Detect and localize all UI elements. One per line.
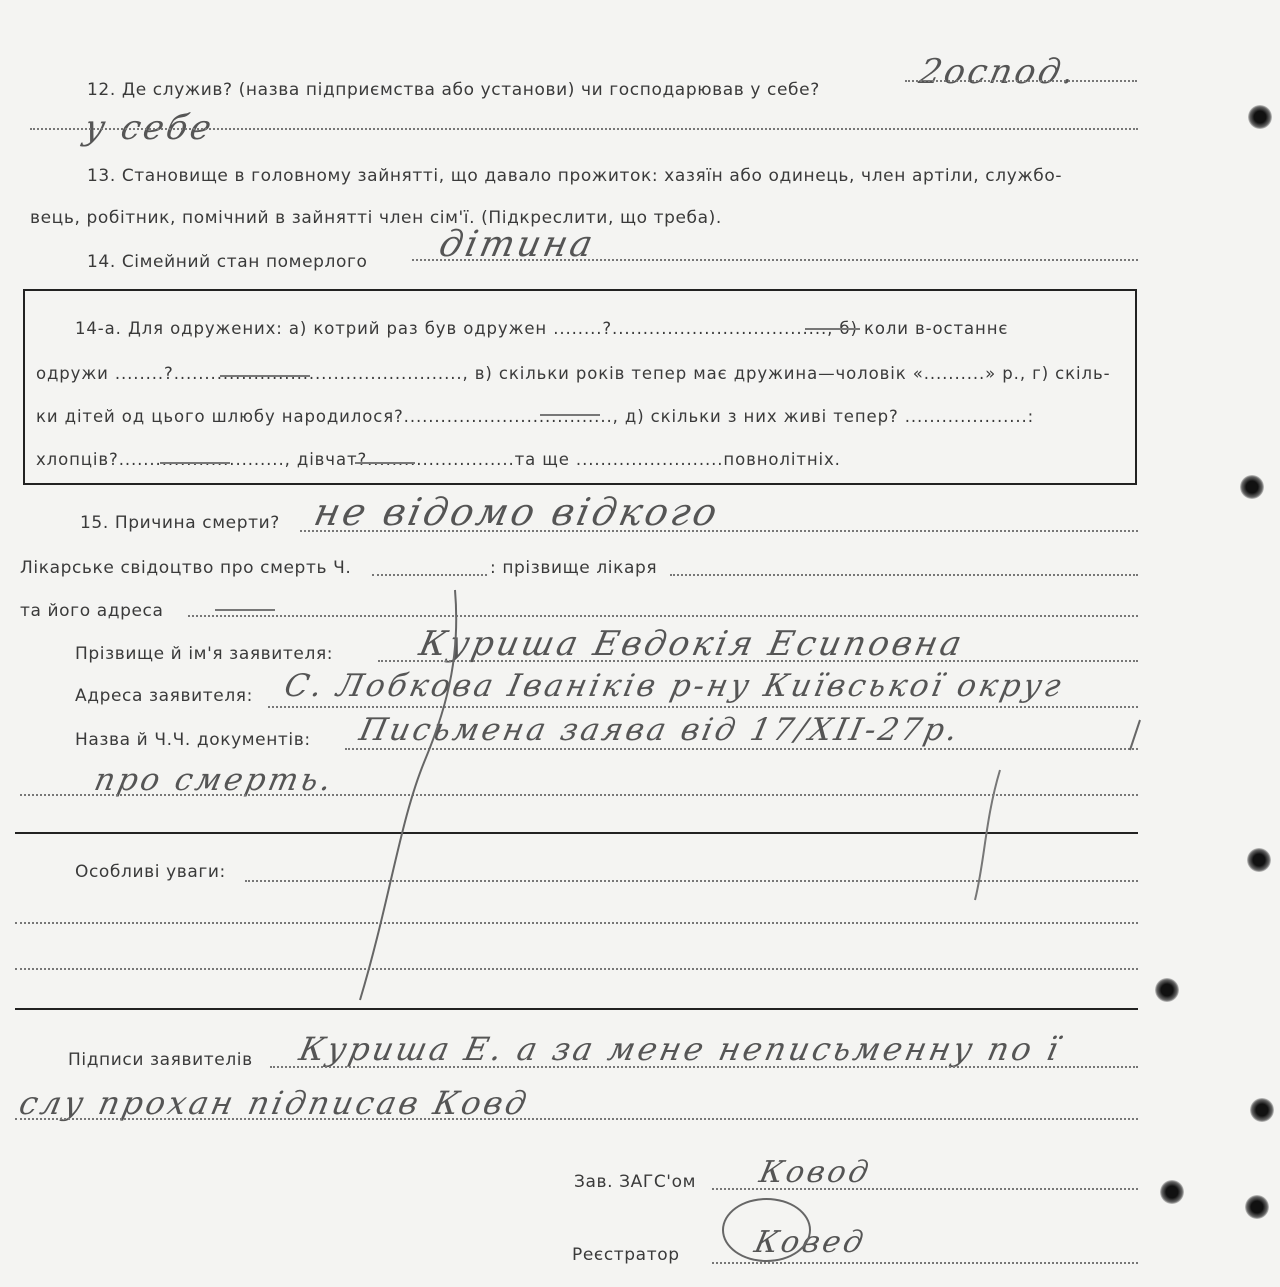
punch-hole: [1248, 105, 1272, 129]
q14a-line4: хлопців?..........................., дівчат?........................та ще ........................повнолітніх.: [36, 450, 841, 469]
applicant-address-label: Адреса заявителя:: [75, 686, 253, 706]
pen-stroke: [975, 770, 1000, 900]
applicant-name-value: Куриша Евдокія Есиповна: [415, 624, 968, 664]
signatures-value-line2: слу прохан підписав Ковд: [15, 1084, 533, 1122]
applicant-name-label: Прізвище й ім'я заявителя:: [75, 644, 334, 664]
pen-stroke: [360, 590, 456, 1000]
notes-label: Особливі уваги:: [75, 862, 226, 882]
punch-hole: [1155, 978, 1179, 1002]
zags-head-label: Зав. ЗАГС'ом: [574, 1172, 697, 1192]
registrar-signature: Ковед: [751, 1225, 870, 1260]
documents-value-continued: про смерть.: [91, 762, 338, 798]
punch-hole: [1247, 848, 1271, 872]
punch-hole: [1245, 1195, 1269, 1219]
signatures-value-line1: Куриша Е. а за мене неписьменну по ї: [295, 1030, 1065, 1068]
registrar-label: Реєстратор: [572, 1245, 680, 1265]
doctor-address-label: та його адреса: [20, 601, 164, 621]
q13-line2: вець, робітник, помічний в зайнятті член сім'ї. (Підкреслити, що треба).: [30, 208, 722, 228]
q12-answer-continued: у себе: [80, 108, 218, 148]
punch-hole: [1240, 475, 1264, 499]
q14a-line3: ки дітей од цього шлюбу народилося?.................................., д) скільки з них живі тепер? ....................:: [36, 407, 1035, 426]
pen-stroke: [1130, 720, 1140, 750]
documents-label: Назва й Ч.Ч. документів:: [75, 730, 311, 750]
q14-answer: дітина: [435, 224, 600, 265]
documents-value: Письмена заява від 17/XII-27р.: [356, 712, 964, 748]
q15-answer: не відомо відкого: [310, 490, 724, 534]
medical-certificate-label: Лікарське свідоцтво про смерть Ч.: [20, 558, 352, 578]
q14a-line1: 14-а. Для одружених: а) котрий раз був одружен ........?..................................., б) коли в-останнє: [75, 319, 1009, 338]
q14-label: 14. Сімейний стан померлого: [87, 252, 368, 272]
q12-label: 12. Де служив? (назва підприємства або установи) чи господарював у себе?: [87, 80, 820, 100]
signatures-label: Підписи заявителів: [68, 1050, 253, 1070]
q13-line1: 13. Становище в головному зайнятті, що давало прожиток: хазяїн або одинець, член артіли, службо-: [87, 166, 1063, 186]
q15-label: 15. Причина смерти?: [80, 513, 280, 533]
q14a-line2: одружи ........?..............................................., в) скільки років тепер має дружина—чоловік «..........» р., г) скіль-: [36, 364, 1111, 383]
applicant-address-value: С. Лобкова Іваніків р-ну Київської округ: [281, 668, 1068, 704]
punch-hole: [1160, 1180, 1184, 1204]
doctor-name-label: : прізвище лікаря: [490, 558, 658, 578]
q12-answer: 2оспод.: [915, 52, 1082, 92]
punch-hole: [1250, 1098, 1274, 1122]
zags-head-signature: Ковод: [756, 1155, 875, 1190]
